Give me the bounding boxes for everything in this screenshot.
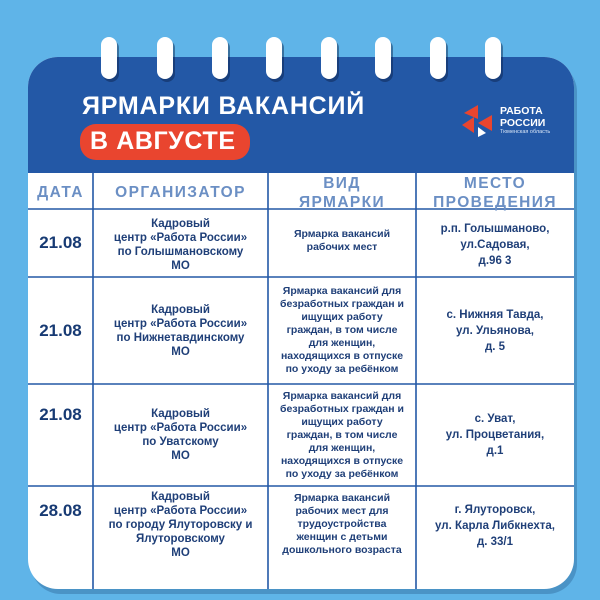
logo-name: РАБОТА РОССИИ bbox=[500, 105, 546, 129]
row-organizer: Кадровый центр «Работа России» по Голышмановскому МО bbox=[113, 218, 248, 272]
row-organizer: Кадровый центр «Работа России» по городу Ялуторовску и Ялуторовскому МО bbox=[108, 491, 253, 559]
row-type: Ярмарка вакансий для безработных граждан и ищущих работу граждан, в том числе для женщин, находящихся в отпуске по уходу за ребёнком bbox=[280, 389, 404, 480]
row-type: Ярмарка вакансий рабочих мест для трудоустройства женщин с детьми дошкольного возраста bbox=[282, 491, 402, 556]
binder-ring bbox=[212, 37, 228, 79]
page-title: ЯРМАРКИ ВАКАНСИЙ bbox=[82, 92, 366, 120]
binder-ring bbox=[485, 37, 501, 79]
header-date: ДАТА bbox=[37, 184, 84, 201]
row-organizer: Кадровый центр «Работа России» по Нижнетавдинскому МО bbox=[113, 303, 248, 358]
header-place: МЕСТО ПРОВЕДЕНИЯ bbox=[433, 175, 557, 211]
binder-ring bbox=[375, 37, 391, 79]
rabota-rossii-logo bbox=[460, 103, 565, 143]
binder-ring bbox=[101, 37, 117, 79]
page-subtitle-badge: В АВГУСТЕ bbox=[80, 124, 250, 160]
binder-ring bbox=[157, 37, 173, 79]
row-date: 21.08 bbox=[39, 405, 82, 424]
row-date: 21.08 bbox=[39, 320, 82, 340]
header-organizer: ОРГАНИЗАТОР bbox=[115, 184, 246, 201]
logo-mark-icon bbox=[460, 103, 496, 139]
row-date: 28.08 bbox=[39, 501, 82, 520]
row-place: с. Нижняя Тавда, ул. Ульянова, д. 5 bbox=[446, 308, 544, 353]
row-date: 21.08 bbox=[39, 233, 82, 252]
row-organizer: Кадровый центр «Работа России» по Уватскому МО bbox=[113, 408, 248, 462]
row-place: г. Ялуторовск, ул. Карла Либкнехта, д. 33/1 bbox=[435, 504, 555, 548]
row-type: Ярмарка вакансий для безработных граждан и ищущих работу граждан, в том числе для женщин, находящихся в отпуске по уходу за ребёнком bbox=[280, 285, 404, 375]
binder-ring bbox=[321, 37, 337, 79]
header-type: ВИД ЯРМАРКИ bbox=[298, 175, 386, 211]
row-place: р.п. Голышманово, ул.Садовая, д.96 3 bbox=[440, 222, 550, 267]
binder-ring bbox=[266, 37, 282, 79]
row-place: с. Уват, ул. Процветания, д.1 bbox=[445, 413, 545, 457]
binder-ring bbox=[430, 37, 446, 79]
logo-region: Тюменская область bbox=[500, 129, 551, 135]
row-type: Ярмарка вакансий рабочих мест bbox=[293, 228, 391, 253]
